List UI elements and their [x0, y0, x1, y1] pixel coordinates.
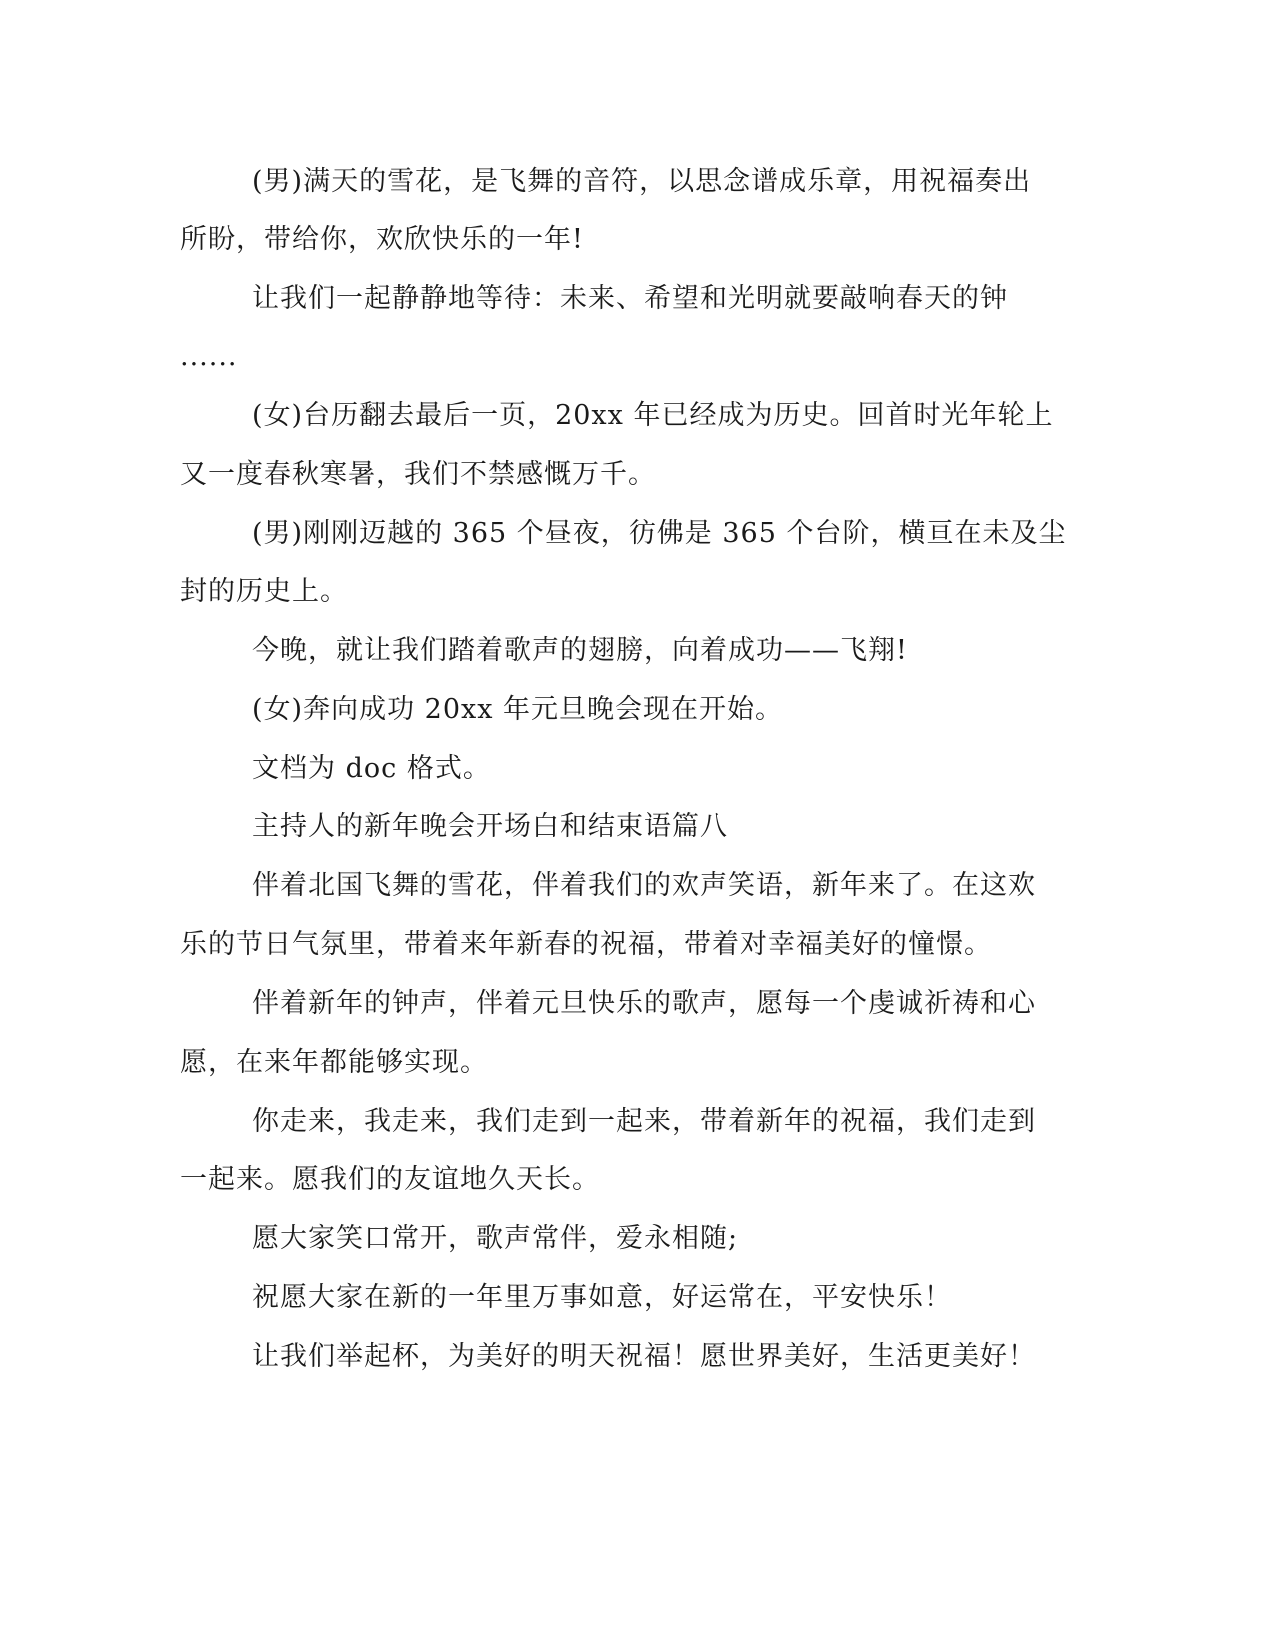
paragraph-line: 封的历史上。 — [180, 576, 348, 607]
paragraph-line: (女)台历翻去最后一页，20xx 年已经成为历史。回首时光年轮上 — [252, 400, 1054, 431]
section-heading: 主持人的新年晚会开场白和结束语篇八 — [252, 811, 728, 842]
paragraph-line: 让我们一起静静地等待：未来、希望和光明就要敲响春天的钟 — [252, 283, 1008, 314]
paragraph-line: 乐的节日气氛里，带着来年新春的祝福，带着对幸福美好的憧憬。 — [180, 929, 992, 960]
paragraph-line: (男)满天的雪花，是飞舞的音符，以思念谱成乐章，用祝福奏出 — [252, 166, 1032, 197]
paragraph-line: 祝愿大家在新的一年里万事如意，好运常在，平安快乐！ — [252, 1282, 952, 1313]
paragraph-line: 今晚，就让我们踏着歌声的翅膀，向着成功——飞翔! — [252, 635, 908, 666]
paragraph-line: (女)奔向成功 20xx 年元旦晚会现在开始。 — [252, 694, 784, 725]
paragraph-line: 文档为 doc 格式。 — [252, 753, 491, 784]
paragraph-line: 伴着北国飞舞的雪花，伴着我们的欢声笑语，新年来了。在这欢 — [252, 870, 1036, 901]
paragraph-line: 愿大家笑口常开，歌声常伴，爱永相随; — [252, 1223, 739, 1254]
paragraph-line: (男)刚刚迈越的 365 个昼夜，彷佛是 365 个台阶，横亘在未及尘 — [252, 518, 1067, 549]
paragraph-line: 又一度春秋寒暑，我们不禁感慨万千。 — [180, 459, 656, 490]
paragraph-line: 让我们举起杯，为美好的明天祝福！愿世界美好，生活更美好！ — [252, 1341, 1036, 1372]
paragraph-line: 伴着新年的钟声，伴着元旦快乐的歌声，愿每一个虔诚祈祷和心 — [252, 988, 1036, 1019]
paragraph-line: 愿，在来年都能够实现。 — [180, 1047, 488, 1078]
paragraph-line: 你走来，我走来，我们走到一起来，带着新年的祝福，我们走到 — [252, 1106, 1036, 1137]
paragraph-line: 所盼，带给你，欢欣快乐的一年! — [180, 224, 584, 255]
paragraph-line: ...... — [180, 341, 238, 372]
paragraph-line: 一起来。愿我们的友谊地久天长。 — [180, 1164, 600, 1195]
